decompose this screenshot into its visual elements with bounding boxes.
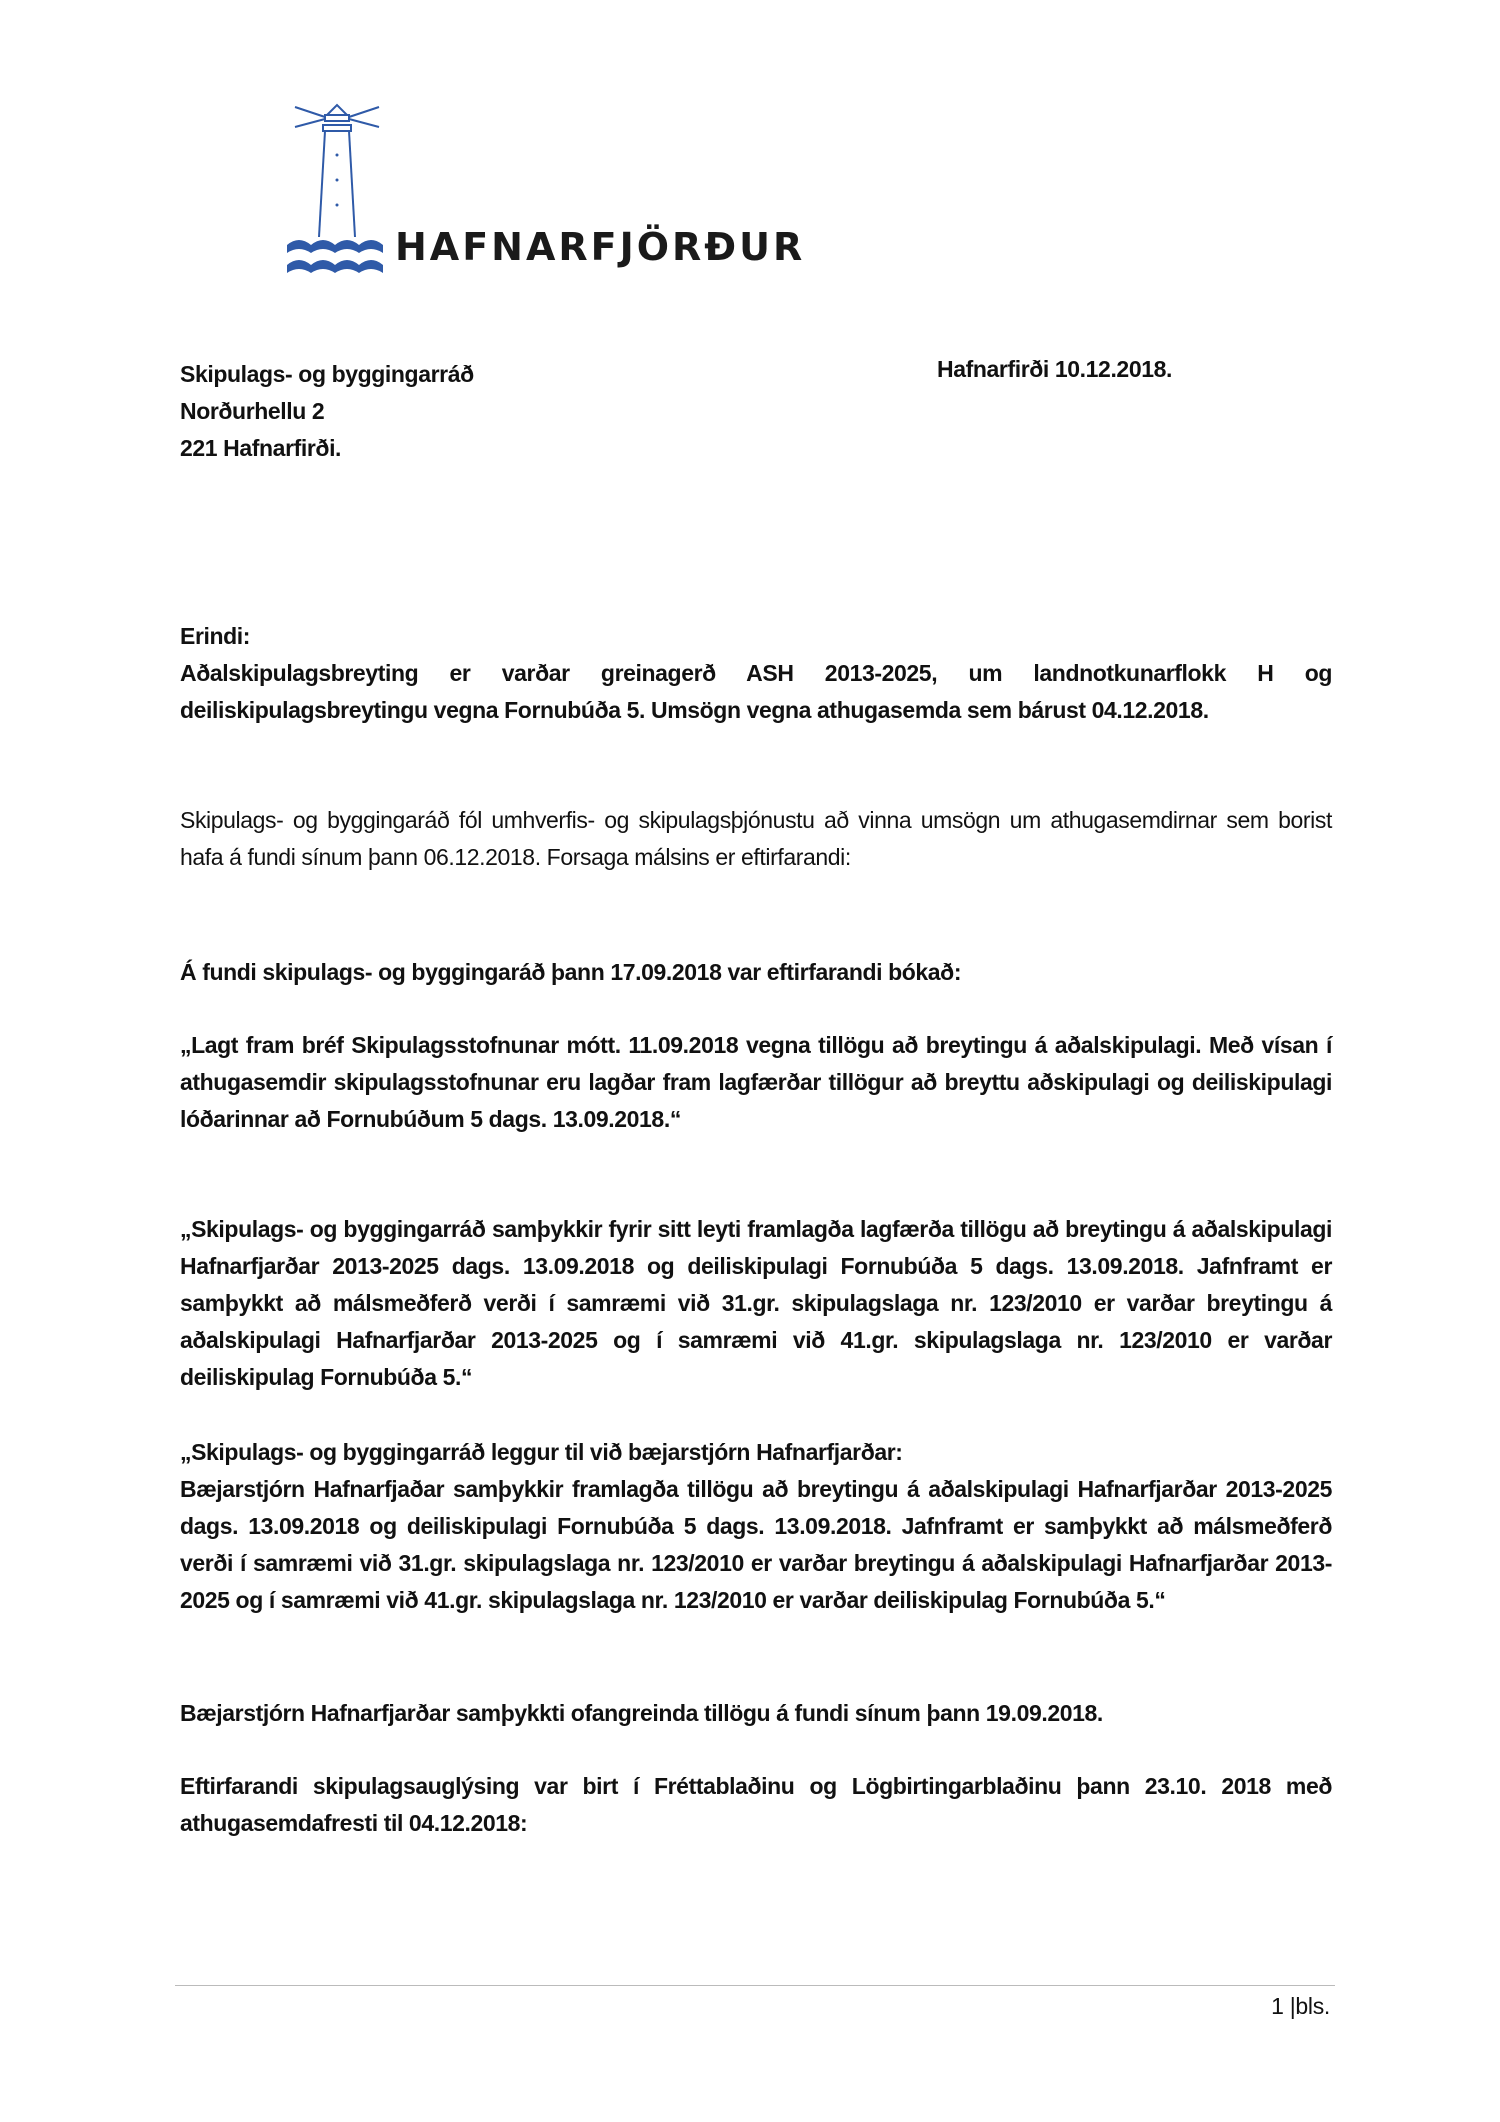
subject-block [180, 618, 1332, 729]
meeting-paragraph: Á fundi skipulags- og byggingaráð þann 17.09.2018 var eftirfarandi bókað: [180, 959, 962, 985]
hafnarfjordur-logo [285, 95, 806, 285]
recipient-street: Norðurhellu 2 [180, 398, 325, 424]
approval-paragraph: Bæjarstjórn Hafnarfjarðar samþykkti ofangreinda tillögu á fundi sínum þann 19.09.2018. [180, 1700, 1103, 1726]
lighthouse-icon [285, 95, 395, 285]
subject-text: Aðalskipulagsbreyting er varðar greinagerð ASH 2013-2025, um landnotkunarflokk H og deiliskipulagsbreytingu vegna Fornubúða 5. Umsögn vegna athugasemda sem bárust 04.12.2018. [180, 660, 1332, 723]
notice-paragraph: Eftirfarandi skipulagsauglýsing var birt í Fréttablaðinu og Lögbirtingarblaðinu þann 23.10. 2018 með athugasemdafresti til 04.12.2018: [180, 1773, 1332, 1836]
recipient-city: 221 Hafnarfirði. [180, 435, 342, 461]
quote-3-heading: „Skipulags- og byggingarráð leggur til við bæjarstjórn Hafnarfjarðar: [180, 1439, 903, 1465]
quote-1: „Lagt fram bréf Skipulagsstofnunar mótt. 11.09.2018 vegna tillögu að breytingu á aðalskipulagi. Með vísan í athugasemdir skipulagsstofnunar eru lagðar fram lagfærðar tillögur að breyttu aðskipulagi og deiliskipulagi lóðarinnar að Fornubúðum 5 dags. 13.09.2018.“ [180, 1032, 1332, 1132]
recipient-name: Skipulags- og byggingarráð [180, 361, 474, 387]
footer-divider [175, 1985, 1335, 1986]
subject-label: Erindi: [180, 623, 251, 649]
quote-3-text: Bæjarstjórn Hafnarfjaðar samþykkir framlagða tillögu að breytingu á aðalskipulagi Hafnarfjarðar 2013-2025 dags. 13.09.2018 og deiliskipulagi Fornubúða 5 dags. 13.09.2018. Jafnframt er samþykkt að málsmeðferð verði í samræmi við 31.gr. skipulagslaga nr. 123/2010 er varðar breytingu á aðalskipulagi Hafnarfjarðar 2013-2025 og í samræmi við 41.gr. skipulagslaga nr. 123/2010 er varðar deiliskipulag Fornubúða 5.“ [180, 1476, 1332, 1613]
quote-3 [180, 1434, 1332, 1619]
letter-date: Hafnarfirði 10.12.2018. [937, 356, 1172, 382]
logo-text: HAFNARFJÖRÐUR [395, 225, 806, 269]
intro-paragraph: Skipulags- og byggingaráð fól umhverfis- og skipulagsþjónustu að vinna umsögn um athugasemdirnar sem borist hafa á fundi sínum þann 06.12.2018. Forsaga málsins er eftirfarandi: [180, 807, 1332, 870]
quote-2: „Skipulags- og byggingarráð samþykkir fyrir sitt leyti framlagða lagfærða tillögu að breytingu á aðalskipulagi Hafnarfjarðar 2013-2025 dags. 13.09.2018 og deiliskipulagi Fornubúða 5 dags. 13.09.2018. Jafnframt er samþykkt að málsmeðferð verði í samræmi við 31.gr. skipulagslaga nr. 123/2010 er varðar breytingu á aðalskipulagi Hafnarfjarðar 2013-2025 og í samræmi við 41.gr. skipulagslaga nr. 123/2010 er varðar deiliskipulag Fornubúða 5.“ [180, 1216, 1332, 1390]
page-number: 1 |bls. [1271, 1993, 1330, 2019]
